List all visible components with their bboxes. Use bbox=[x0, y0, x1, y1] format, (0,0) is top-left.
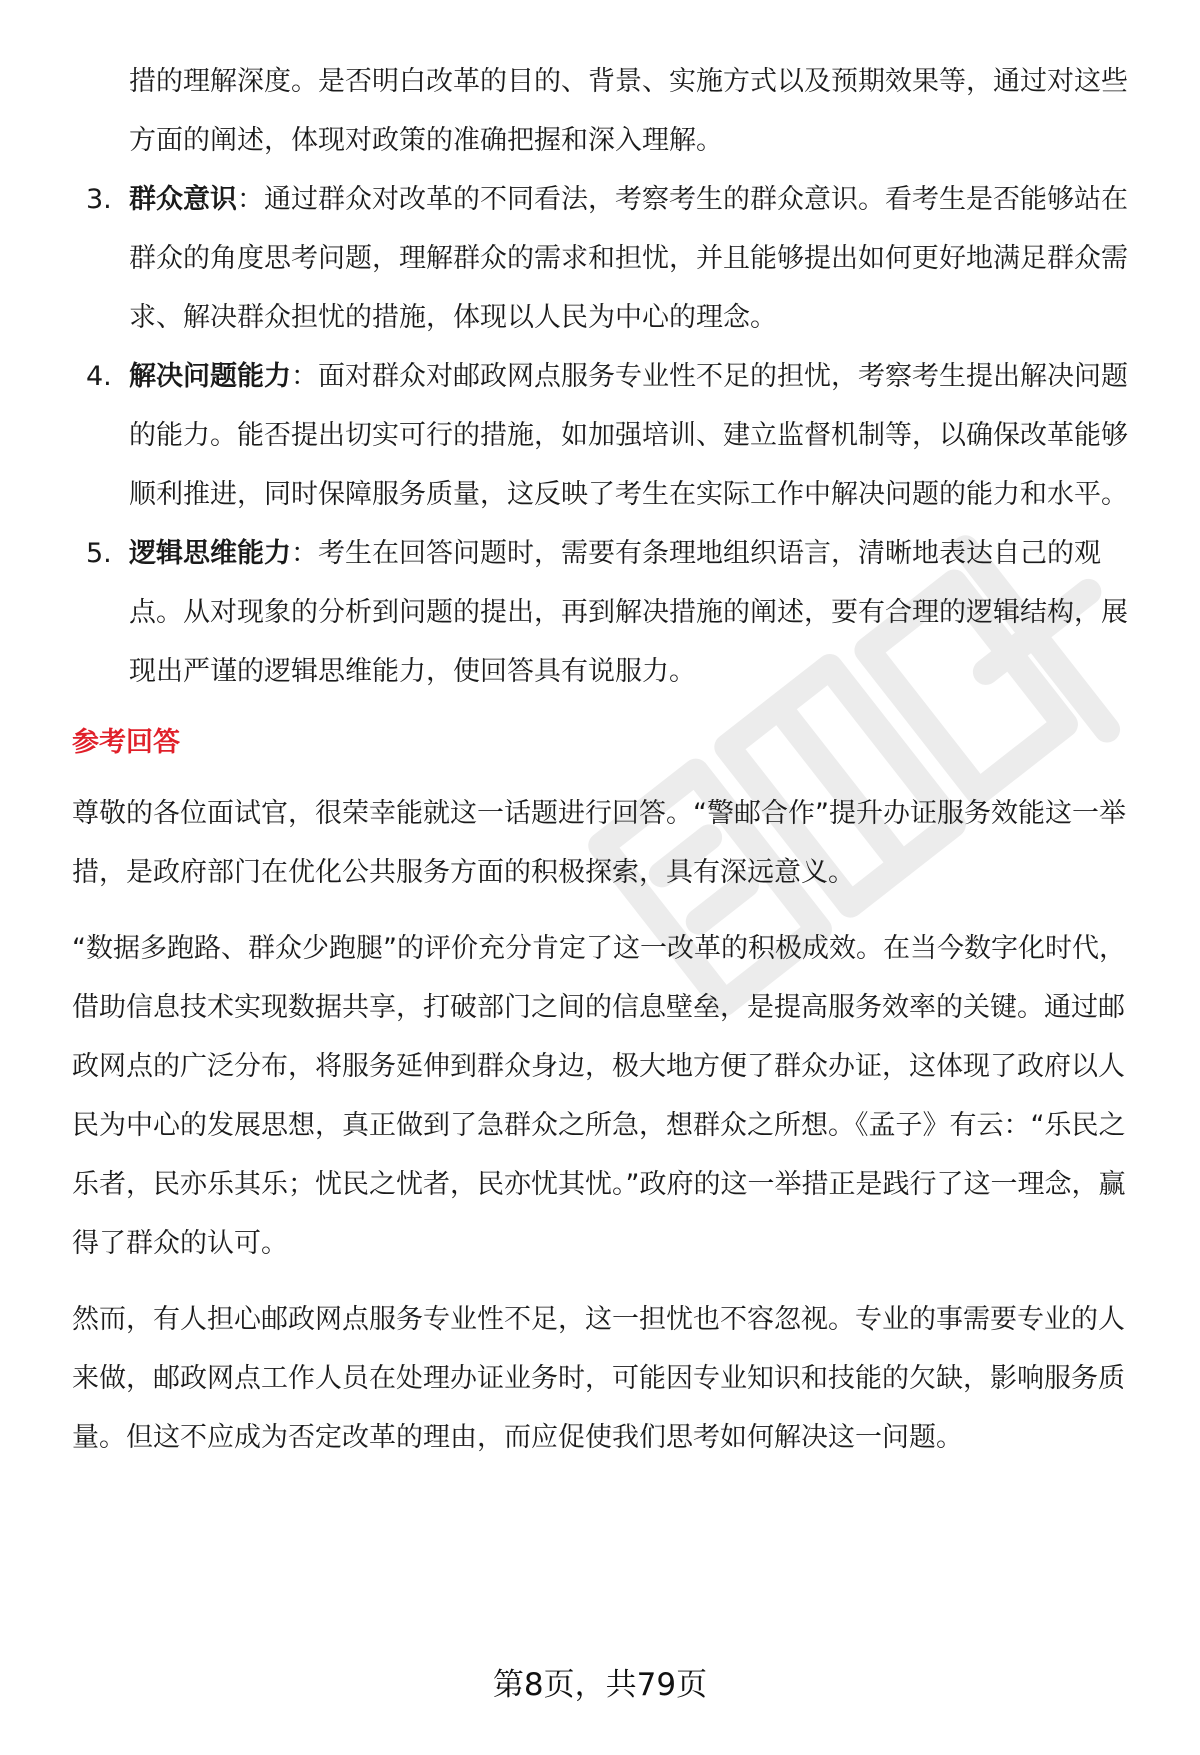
list-item-separator: ： bbox=[237, 184, 264, 215]
list-item-title: 逻辑思维能力 bbox=[129, 538, 291, 569]
answer-body bbox=[72, 784, 1142, 1467]
list-item-text: 通过群众对改革的不同看法，考察考生的群众意识。看考生是否能够站在群众的角度思考问题，理解群众的需求和担忧，并且能够提出如何更好地满足群众需求、解决群众担忧的措施，体现以人民为中心的理念。 bbox=[129, 184, 1128, 333]
list-item-separator: ： bbox=[291, 538, 318, 569]
continuation-text: 措的理解深度。是否明白改革的目的、背景、实施方式以及预期效果等，通过对这些方面的阐述，体现对政策的准确把握和深入理解。 bbox=[129, 66, 1128, 156]
section-heading: 参考回答 bbox=[72, 727, 180, 758]
main-content bbox=[72, 52, 1142, 1467]
list-item-5 bbox=[72, 524, 1142, 701]
page-number: 第8页，共79页 bbox=[492, 1667, 708, 1703]
list-number: 3. bbox=[86, 184, 112, 215]
paragraph: 尊敬的各位面试官，很荣幸能就这一话题进行回答。“警邮合作”提升办证服务效能这一举措，是政府部门在优化公共服务方面的积极探索，具有深远意义。 bbox=[72, 798, 1126, 888]
paragraph: 然而，有人担心邮政网点服务专业性不足，这一担忧也不容忽视。专业的事需要专业的人来做，邮政网点工作人员在处理办证业务时，可能因专业知识和技能的欠缺，影响服务质量。但这不应成为否定改革的理由，而应促使我们思考如何解决这一问题。 bbox=[72, 1304, 1125, 1453]
list-item-3 bbox=[72, 170, 1142, 347]
list-number: 4. bbox=[86, 361, 112, 392]
paragraph: “数据多跑路、群众少跑腿”的评价充分肯定了这一改革的积极成效。在当今数字化时代，借助信息技术实现数据共享，打破部门之间的信息壁垒，是提高服务效率的关键。通过邮政网点的广泛分布，将服务延伸到群众身边，极大地方便了群众办证，这体现了政府以人民为中心的发展思想，真正做到了急群众之所急，想群众之所想。《孟子》有云：“乐民之乐者，民亦乐其乐；忧民之忧者，民亦忧其忧。”政府的这一举措正是践行了这一理念，赢得了群众的认可。 bbox=[72, 933, 1126, 1259]
list-item-title: 解决问题能力 bbox=[129, 361, 291, 392]
list-item-text: 考生在回答问题时，需要有条理地组织语言，清晰地表达自己的观点。从对现象的分析到问题的提出，再到解决措施的阐述，要有合理的逻辑结构，展现出严谨的逻辑思维能力，使回答具有说服力。 bbox=[129, 538, 1128, 687]
list-item-4 bbox=[72, 347, 1142, 524]
list-item-title: 群众意识 bbox=[129, 184, 237, 215]
list-item-text: 面对群众对邮政网点服务专业性不足的担忧，考察考生提出解决问题的能力。能否提出切实可行的措施，如加强培训、建立监督机制等，以确保改革能够顺利推进，同时保障服务质量，这反映了考生在实际工作中解决问题的能力和水平。 bbox=[129, 361, 1128, 510]
list-number: 5. bbox=[86, 538, 112, 569]
list-item-separator: ： bbox=[291, 361, 318, 392]
